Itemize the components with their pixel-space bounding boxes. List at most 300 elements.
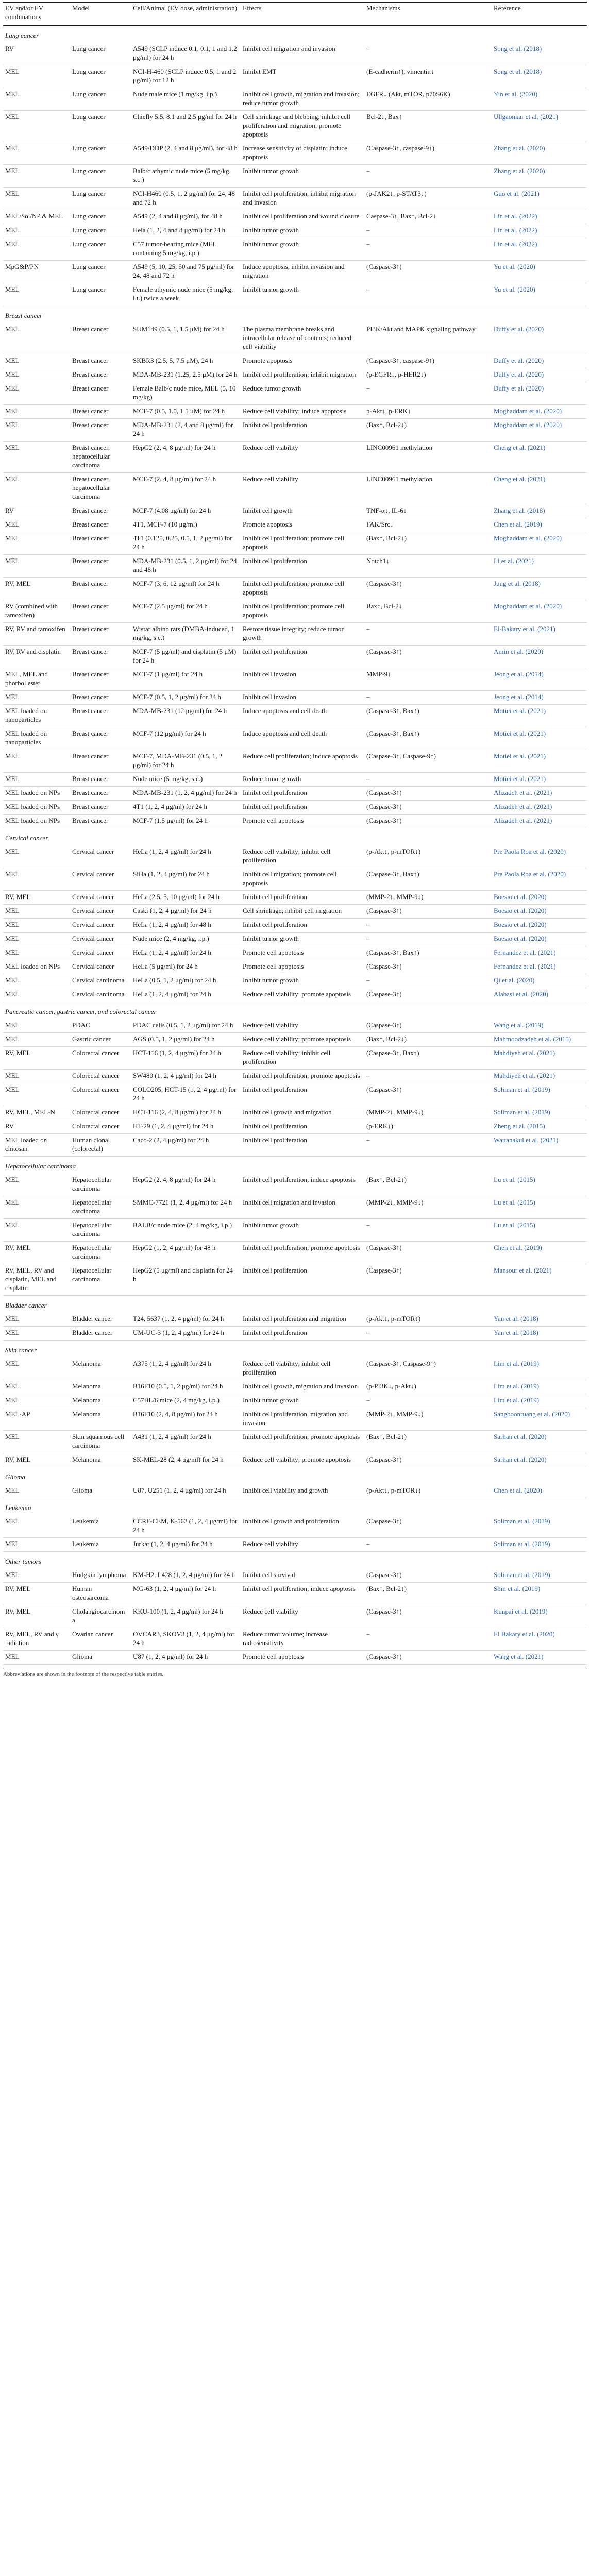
section-row (3, 1157, 587, 1174)
reference-link[interactable]: Lim et al. (2019) (494, 1396, 540, 1404)
effects-cell: Reduce cell viability; inhibit cell proliferation (241, 1358, 364, 1380)
effects-cell: Inhibit cell proliferation; promote apoptosis (241, 1070, 364, 1083)
effects-cell: Inhibit cell proliferation (241, 891, 364, 905)
mechanisms-cell: – (364, 1538, 492, 1552)
reference-link[interactable]: Moghaddam et al. (2020) (494, 534, 562, 542)
reference-link[interactable]: Moghaddam et al. (2020) (494, 407, 562, 415)
mechanisms-cell: (Bax↑, Bcl-2↓) (364, 1583, 492, 1605)
ev-cell: MEL loaded on NPs (3, 960, 70, 974)
ev-cell: MEL (3, 988, 70, 1002)
reference-link[interactable]: Chen et al. (2020) (494, 1486, 542, 1494)
table-row (3, 1358, 587, 1380)
reference-link[interactable]: Sangboonruang et al. (2020) (494, 1410, 570, 1418)
table-row (3, 1538, 587, 1552)
mechanisms-cell: (Caspase-3↑) (364, 1083, 492, 1106)
mechanisms-cell: (Caspase-3↑, Bax↑) (364, 1047, 492, 1070)
reference-link[interactable]: Fernandez et al. (2021) (494, 962, 556, 970)
cell-animal-cell: A549 (2, 4 and 8 μg/ml), for 48 h (131, 210, 241, 224)
reference-cell (492, 504, 587, 518)
mechanisms-cell: p-Akt↓, p-ERK↓ (364, 405, 492, 419)
reference-link[interactable]: Alizadeh et al. (2021) (494, 789, 552, 796)
reference-link[interactable]: Lin et al. (2022) (494, 226, 537, 234)
table-row (3, 419, 587, 442)
reference-link[interactable]: Moghaddam et al. (2020) (494, 602, 562, 610)
reference-link[interactable]: Lim et al. (2019) (494, 1382, 540, 1390)
reference-link[interactable]: Soliman et al. (2019) (494, 1108, 550, 1116)
mechanisms-cell: – (364, 1134, 492, 1157)
effects-cell: Inhibit tumor growth (241, 224, 364, 238)
effects-cell: Inhibit tumor growth (241, 933, 364, 946)
reference-cell (492, 668, 587, 691)
table-body (3, 26, 587, 1665)
effects-cell: Reduce cell proliferation; induce apoptosis (241, 750, 364, 773)
reference-link[interactable]: Wang et al. (2019) (494, 1021, 544, 1029)
cell-animal-cell: MCF-7 (2.5 μg/ml) for 24 h (131, 600, 241, 623)
table-row (3, 518, 587, 532)
table-row (3, 43, 587, 65)
table-row (3, 646, 587, 668)
table-footnote: Abbreviations are shown in the footnote of the respective table entries. (3, 1669, 587, 1677)
effects-cell: Inhibit cell proliferation, promote apoptosis (241, 1431, 364, 1453)
ev-cell: MEL (3, 1219, 70, 1242)
effects-cell: Promote apoptosis (241, 518, 364, 532)
mechanisms-cell: PI3K/Akt and MAPK signaling pathway (364, 323, 492, 354)
reference-cell (492, 473, 587, 504)
reference-link[interactable]: Boesio et al. (2020) (494, 935, 547, 942)
ev-cell: MEL (3, 283, 70, 306)
cell-animal-cell: PDAC cells (0.5, 1, 2 μg/ml) for 24 h (131, 1019, 241, 1033)
reference-cell (492, 1083, 587, 1106)
model-cell: Colorectal cancer (70, 1047, 131, 1070)
reference-link[interactable]: Lu et al. (2015) (494, 1176, 535, 1183)
reference-link[interactable]: Yu et al. (2020) (494, 263, 535, 270)
ev-cell: RV (3, 43, 70, 65)
table-row (3, 1515, 587, 1538)
effects-cell: Inhibit cell growth, migration and invasion (241, 1380, 364, 1394)
cell-animal-cell: HeLa (1, 2, 4 μg/ml) for 24 h (131, 988, 241, 1002)
effects-cell: Inhibit cell invasion (241, 668, 364, 691)
effects-cell: Inhibit cell proliferation; promote cell apoptosis (241, 532, 364, 555)
model-cell: Cervical cancer (70, 868, 131, 891)
ev-cell: MEL (3, 750, 70, 773)
reference-cell (492, 1134, 587, 1157)
table-row (3, 1327, 587, 1341)
model-cell: Hepatocellular carcinoma (70, 1264, 131, 1296)
reference-link[interactable]: Duffy et al. (2020) (494, 325, 544, 333)
effects-cell: Inhibit cell proliferation (241, 1327, 364, 1341)
reference-link[interactable]: Wattanakul et al. (2021) (494, 1136, 559, 1144)
section-row (3, 1498, 587, 1516)
cell-animal-cell: HT-29 (1, 2, 4 μg/ml) for 24 h (131, 1120, 241, 1134)
ev-cell: MEL (3, 1358, 70, 1380)
cell-animal-cell: MCF-7 (0.5, 1.0, 1.5 μM) for 24 h (131, 405, 241, 419)
mechanisms-cell: – (364, 43, 492, 65)
ev-cell: MEL (3, 1538, 70, 1552)
effects-cell: Reduce cell viability (241, 1019, 364, 1033)
reference-link[interactable]: Cheng et al. (2021) (494, 444, 546, 451)
model-cell: Cholangiocarcinoma (70, 1605, 131, 1628)
table-row (3, 111, 587, 142)
table-row (3, 1628, 587, 1651)
cell-animal-cell: SUM149 (0.5, 1, 1.5 μM) for 24 h (131, 323, 241, 354)
section-row (3, 1296, 587, 1313)
cell-animal-cell: Wistar albino rats (DMBA-induced, 1 mg/kg, s.c.) (131, 623, 241, 646)
reference-link[interactable]: Motiei et al. (2021) (494, 752, 546, 760)
reference-link[interactable]: Yu et al. (2020) (494, 285, 535, 293)
reference-link[interactable]: Guo et al. (2021) (494, 190, 540, 197)
reference-link[interactable]: Alizadeh et al. (2021) (494, 803, 552, 810)
reference-link[interactable]: Soliman et al. (2019) (494, 1540, 550, 1548)
reference-link[interactable]: Song et al. (2018) (494, 67, 542, 75)
ev-effects-table (3, 2, 587, 1665)
cell-animal-cell: A549 (SCLP induce 0.1, 0.1, 1 and 1.2 μg/ml) for 24 h (131, 43, 241, 65)
cell-animal-cell: OVCAR3, SKOV3 (1, 2, 4 μg/ml) for 24 h (131, 1628, 241, 1651)
reference-link[interactable]: Duffy et al. (2020) (494, 370, 544, 378)
reference-link[interactable]: Zheng et al. (2015) (494, 1122, 545, 1130)
reference-link[interactable]: Zhang et al. (2020) (494, 167, 545, 175)
model-cell: Colorectal cancer (70, 1106, 131, 1120)
reference-cell (492, 382, 587, 405)
table-row (3, 578, 587, 600)
reference-link[interactable]: Yan et al. (2018) (494, 1329, 538, 1336)
reference-cell (492, 555, 587, 578)
ev-cell: MEL (3, 354, 70, 368)
cell-animal-cell: HepG2 (1, 2, 4 μg/ml) for 48 h (131, 1242, 241, 1264)
reference-link[interactable]: Cheng et al. (2021) (494, 475, 546, 483)
reference-link[interactable]: Motiei et al. (2021) (494, 730, 546, 737)
reference-cell (492, 1219, 587, 1242)
reference-link[interactable]: Chen et al. (2019) (494, 1244, 542, 1251)
ev-cell: MEL (3, 142, 70, 165)
table-row (3, 405, 587, 419)
effects-cell: The plasma membrane breaks and intracellular release of contents; reduced cell viability (241, 323, 364, 354)
ev-cell: RV, MEL (3, 1047, 70, 1070)
model-cell: Lung cancer (70, 111, 131, 142)
effects-cell: Reduce tumor growth (241, 382, 364, 405)
model-cell: Lung cancer (70, 283, 131, 306)
mechanisms-cell: (p-Akt↓, p-mTOR↓) (364, 1484, 492, 1498)
table-row (3, 165, 587, 188)
reference-cell (492, 905, 587, 919)
cell-animal-cell: Hela (1, 2, 4 and 8 μg/ml) for 24 h (131, 224, 241, 238)
table-row (3, 142, 587, 165)
reference-cell (492, 845, 587, 868)
reference-link[interactable]: Song et al. (2018) (494, 45, 542, 53)
ev-cell: MEL (3, 165, 70, 188)
ev-cell: MEL (3, 1515, 70, 1538)
ev-cell: RV, MEL, RV and cisplatin, MEL and cisplatin (3, 1264, 70, 1296)
cell-animal-cell: NCI-H-460 (SCLP induce 0.5, 1 and 2 μg/ml) for 12 h (131, 65, 241, 88)
effects-cell: Inhibit tumor growth (241, 1219, 364, 1242)
mechanisms-cell: – (364, 773, 492, 787)
reference-link[interactable]: Zhang et al. (2020) (494, 144, 545, 152)
cell-animal-cell: UM-UC-3 (1, 2, 4 μg/ml) for 24 h (131, 1327, 241, 1341)
cell-animal-cell: T24, 5637 (1, 2, 4 μg/ml) for 24 h (131, 1313, 241, 1327)
reference-cell (492, 815, 587, 828)
effects-cell: Inhibit cell proliferation (241, 1083, 364, 1106)
cell-animal-cell: Chiefly 5.5, 8.1 and 2.5 μg/ml for 24 h (131, 111, 241, 142)
ev-cell: MEL (3, 1394, 70, 1408)
mechanisms-cell: – (364, 1394, 492, 1408)
cell-animal-cell: KKU-100 (1, 2, 4 μg/ml) for 24 h (131, 1605, 241, 1628)
effects-cell: Inhibit cell survival (241, 1569, 364, 1583)
reference-cell (492, 1264, 587, 1296)
reference-link[interactable]: Li et al. (2021) (494, 557, 534, 565)
reference-link[interactable]: Soliman et al. (2019) (494, 1086, 550, 1093)
model-cell: Cervical cancer (70, 919, 131, 933)
model-cell: Human osteosarcoma (70, 1583, 131, 1605)
cell-animal-cell: A549 (5, 10, 25, 50 and 75 μg/ml) for 24, 48 and 72 h (131, 261, 241, 283)
model-cell: Melanoma (70, 1394, 131, 1408)
reference-link[interactable]: Lu et al. (2015) (494, 1198, 535, 1206)
reference-cell (492, 283, 587, 306)
cell-animal-cell: HCT-116 (1, 2, 4 μg/ml) for 24 h (131, 1047, 241, 1070)
ev-cell: MEL (3, 405, 70, 419)
ev-cell: RV, MEL (3, 578, 70, 600)
ev-cell: MEL (3, 224, 70, 238)
reference-link[interactable]: El Bakary et al. (2020) (494, 1630, 555, 1638)
reference-link[interactable]: Sarhan et al. (2020) (494, 1433, 547, 1440)
ev-cell: MEL loaded on chitosan (3, 1134, 70, 1157)
effects-cell: Inhibit cell proliferation (241, 1134, 364, 1157)
ev-cell: RV (combined with tamoxifen) (3, 600, 70, 623)
cell-animal-cell: SW480 (1, 2, 4 μg/ml) for 24 h (131, 1070, 241, 1083)
effects-cell: Inhibit cell proliferation and migration (241, 1313, 364, 1327)
table-row (3, 801, 587, 815)
section-row (3, 26, 587, 43)
effects-cell: Inhibit cell proliferation; promote apoptosis (241, 1242, 364, 1264)
reference-link[interactable]: Pre Paola Roa et al. (2020) (494, 870, 566, 878)
cell-animal-cell: MDA-MB-231 (2, 4 and 8 μg/ml) for 24 h (131, 419, 241, 442)
reference-cell (492, 1569, 587, 1583)
cell-animal-cell: Female Balb/c nude mice, MEL (5, 10 mg/kg) (131, 382, 241, 405)
cell-animal-cell: MCF-7 (1.5 μg/ml) for 24 h (131, 815, 241, 828)
mechanisms-cell: – (364, 1327, 492, 1341)
reference-link[interactable]: Alizadeh et al. (2021) (494, 817, 552, 824)
ev-cell: MEL (3, 473, 70, 504)
cell-animal-cell: SiHa (1, 2, 4 μg/ml) for 24 h (131, 868, 241, 891)
model-cell: Breast cancer (70, 773, 131, 787)
cell-animal-cell: BALB/c nude mice (2, 4 mg/kg, i.p.) (131, 1219, 241, 1242)
ev-cell: MEL (3, 532, 70, 555)
section-title: Bladder cancer (5, 1301, 47, 1309)
model-cell: Breast cancer (70, 668, 131, 691)
reference-link[interactable]: Boesio et al. (2020) (494, 921, 547, 928)
reference-cell (492, 1605, 587, 1628)
reference-cell (492, 933, 587, 946)
model-cell: Melanoma (70, 1408, 131, 1431)
table-row (3, 1106, 587, 1120)
reference-link[interactable]: Jeong et al. (2014) (494, 670, 544, 678)
ev-cell: RV (3, 1120, 70, 1134)
effects-cell: Reduce cell viability; promote apoptosis (241, 1453, 364, 1467)
reference-link[interactable]: Ullgaonkar et al. (2021) (494, 113, 558, 121)
table-header (3, 2, 587, 26)
effects-cell: Inhibit tumor growth (241, 283, 364, 306)
mechanisms-cell: (Caspase-3↑, Caspase-9↑) (364, 1358, 492, 1380)
mechanisms-cell: – (364, 974, 492, 988)
table-row (3, 1019, 587, 1033)
table-row (3, 623, 587, 646)
reference-cell (492, 88, 587, 111)
ev-cell: RV, RV and cisplatin (3, 646, 70, 668)
model-cell: Ovarian cancer (70, 1628, 131, 1651)
model-cell: Cervical cancer (70, 960, 131, 974)
reference-link[interactable]: Duffy et al. (2020) (494, 384, 544, 392)
section-title: Other tumors (5, 1557, 41, 1565)
effects-cell: Inhibit cell proliferation and wound closure (241, 210, 364, 224)
ev-cell: MEL (3, 1651, 70, 1665)
ev-cell: MEL (3, 188, 70, 210)
ev-cell: MEL (3, 1196, 70, 1219)
mechanisms-cell: – (364, 224, 492, 238)
model-cell: Breast cancer (70, 750, 131, 773)
reference-link[interactable]: Boesio et al. (2020) (494, 893, 547, 901)
model-cell: Colorectal cancer (70, 1120, 131, 1134)
reference-cell (492, 1408, 587, 1431)
mechanisms-cell: (Caspase-3↑, Bax↑) (364, 705, 492, 727)
model-cell: Melanoma (70, 1358, 131, 1380)
cell-animal-cell: MCF-7 (12 μg/ml) for 24 h (131, 727, 241, 750)
reference-link[interactable]: Boesio et al. (2020) (494, 907, 547, 914)
reference-link[interactable]: Jung et al. (2018) (494, 580, 541, 587)
ev-cell: MEL (3, 1019, 70, 1033)
effects-cell: Inhibit cell migration and invasion (241, 1196, 364, 1219)
cell-animal-cell: MCF-7 (1 μg/ml) for 24 h (131, 668, 241, 691)
model-cell: Hepatocellular carcinoma (70, 1242, 131, 1264)
effects-cell: Inhibit cell proliferation (241, 419, 364, 442)
table-row (3, 946, 587, 960)
reference-link[interactable]: Mahdiyeh et al. (2021) (494, 1072, 555, 1079)
effects-cell: Inhibit tumor growth (241, 238, 364, 261)
cell-animal-cell: HepG2 (2, 4, 8 μg/ml) for 24 h (131, 1174, 241, 1196)
reference-link[interactable]: Shin et al. (2019) (494, 1585, 541, 1592)
table-row (3, 668, 587, 691)
mechanisms-cell: (p-Akt↓, p-mTOR↓) (364, 845, 492, 868)
mechanisms-cell: (Bax↑, Bcl-2↓) (364, 1431, 492, 1453)
column-header: Mechanisms (364, 2, 492, 26)
reference-link[interactable]: Wang et al. (2021) (494, 1653, 544, 1660)
reference-link[interactable]: Lin et al. (2022) (494, 212, 537, 220)
reference-link[interactable]: Chen et al. (2019) (494, 520, 542, 528)
reference-link[interactable]: Soliman et al. (2019) (494, 1571, 550, 1579)
model-cell: Breast cancer (70, 801, 131, 815)
reference-link[interactable]: Duffy et al. (2020) (494, 357, 544, 364)
ev-cell: MEL (3, 946, 70, 960)
table-row (3, 1453, 587, 1467)
reference-link[interactable]: Motiei et al. (2021) (494, 775, 546, 783)
reference-cell (492, 623, 587, 646)
table-row (3, 1083, 587, 1106)
reference-link[interactable]: Pre Paola Roa et al. (2020) (494, 848, 566, 855)
effects-cell: Inhibit cell growth and migration (241, 1106, 364, 1120)
model-cell: Leukemia (70, 1515, 131, 1538)
mechanisms-cell: EGFR↓ (Akt, mTOR, p70S6K) (364, 88, 492, 111)
effects-cell: Reduce tumor volume; increase radiosensitivity (241, 1628, 364, 1651)
reference-link[interactable]: El-Bakary et al. (2021) (494, 625, 555, 633)
reference-link[interactable]: Moghaddam et al. (2020) (494, 421, 562, 429)
cell-animal-cell: SMMC-7721 (1, 2, 4 μg/ml) for 24 h (131, 1196, 241, 1219)
reference-link[interactable]: Motiei et al. (2021) (494, 707, 546, 715)
reference-cell (492, 224, 587, 238)
reference-link[interactable]: Mahmoodzadeh et al. (2015) (494, 1035, 571, 1043)
reference-link[interactable]: Mansour et al. (2021) (494, 1266, 552, 1274)
reference-link[interactable]: Fernandez et al. (2021) (494, 948, 556, 956)
reference-link[interactable]: Yan et al. (2018) (494, 1315, 538, 1323)
model-cell: Colorectal cancer (70, 1083, 131, 1106)
mechanisms-cell: – (364, 238, 492, 261)
reference-cell (492, 405, 587, 419)
reference-cell (492, 1327, 587, 1341)
mechanisms-cell: (p-Akt↓, p-mTOR↓) (364, 1313, 492, 1327)
table-row (3, 1047, 587, 1070)
section-title: Pancreatic cancer, gastric cancer, and colorectal cancer (5, 1008, 157, 1015)
column-header: Reference (492, 2, 587, 26)
reference-cell (492, 1033, 587, 1047)
table-row (3, 555, 587, 578)
cell-animal-cell: MCF-7 (2, 4, 8 μg/ml) for 24 h (131, 473, 241, 504)
cell-animal-cell: CCRF-CEM, K-562 (1, 2, 4 μg/ml) for 24 h (131, 1515, 241, 1538)
mechanisms-cell: (p-JAK2↓, p-STAT3↓) (364, 188, 492, 210)
ev-cell: RV, MEL, MEL-N (3, 1106, 70, 1120)
cell-animal-cell: U87 (1, 2, 4 μg/ml) for 24 h (131, 1651, 241, 1665)
table-row (3, 1380, 587, 1394)
table-row (3, 905, 587, 919)
model-cell: Breast cancer (70, 705, 131, 727)
reference-cell (492, 518, 587, 532)
reference-link[interactable]: Mahdiyeh et al. (2021) (494, 1049, 555, 1057)
reference-link[interactable]: Soliman et al. (2019) (494, 1517, 550, 1525)
effects-cell: Reduce cell viability; inhibit cell proliferation (241, 1047, 364, 1070)
reference-link[interactable]: Zhang et al. (2018) (494, 506, 545, 514)
model-cell: Cervical cancer (70, 946, 131, 960)
ev-cell: MEL loaded on NPs (3, 801, 70, 815)
table-row (3, 442, 587, 473)
reference-link[interactable]: Kunpai et al. (2019) (494, 1607, 548, 1615)
reference-link[interactable]: Lim et al. (2019) (494, 1360, 540, 1367)
effects-cell: Inhibit cell viability and growth (241, 1484, 364, 1498)
table-row (3, 773, 587, 787)
reference-link[interactable]: Amin et al. (2020) (494, 648, 544, 655)
table-row (3, 1408, 587, 1431)
reference-link[interactable]: Jeong et al. (2014) (494, 693, 544, 701)
table-row (3, 1484, 587, 1498)
table-row (3, 1242, 587, 1264)
ev-cell: RV (3, 504, 70, 518)
mechanisms-cell: (MMP-2↓, MMP-9↓) (364, 1408, 492, 1431)
reference-link[interactable]: Alabasi et al. (2020) (494, 990, 549, 998)
section-row (3, 828, 587, 846)
reference-cell (492, 1380, 587, 1394)
effects-cell: Reduce cell viability; induce apoptosis (241, 405, 364, 419)
model-cell: Cervical cancer (70, 891, 131, 905)
reference-cell (492, 960, 587, 974)
reference-link[interactable]: Sarhan et al. (2020) (494, 1455, 547, 1463)
reference-cell (492, 1120, 587, 1134)
model-cell: Melanoma (70, 1380, 131, 1394)
cell-animal-cell: MDA-MB-231 (0.5, 1, 2 μg/ml) for 24 and 48 h (131, 555, 241, 578)
reference-link[interactable]: Lin et al. (2022) (494, 240, 537, 248)
reference-link[interactable]: Yin et al. (2020) (494, 90, 538, 98)
reference-cell (492, 988, 587, 1002)
reference-cell (492, 142, 587, 165)
cell-animal-cell: MDA-MB-231 (1, 2, 4 μg/ml) for 24 h (131, 787, 241, 801)
model-cell: Breast cancer (70, 578, 131, 600)
table-row (3, 323, 587, 354)
reference-link[interactable]: Qi et al. (2020) (494, 976, 535, 984)
table-row (3, 1651, 587, 1665)
reference-link[interactable]: Lu et al. (2015) (494, 1221, 535, 1229)
